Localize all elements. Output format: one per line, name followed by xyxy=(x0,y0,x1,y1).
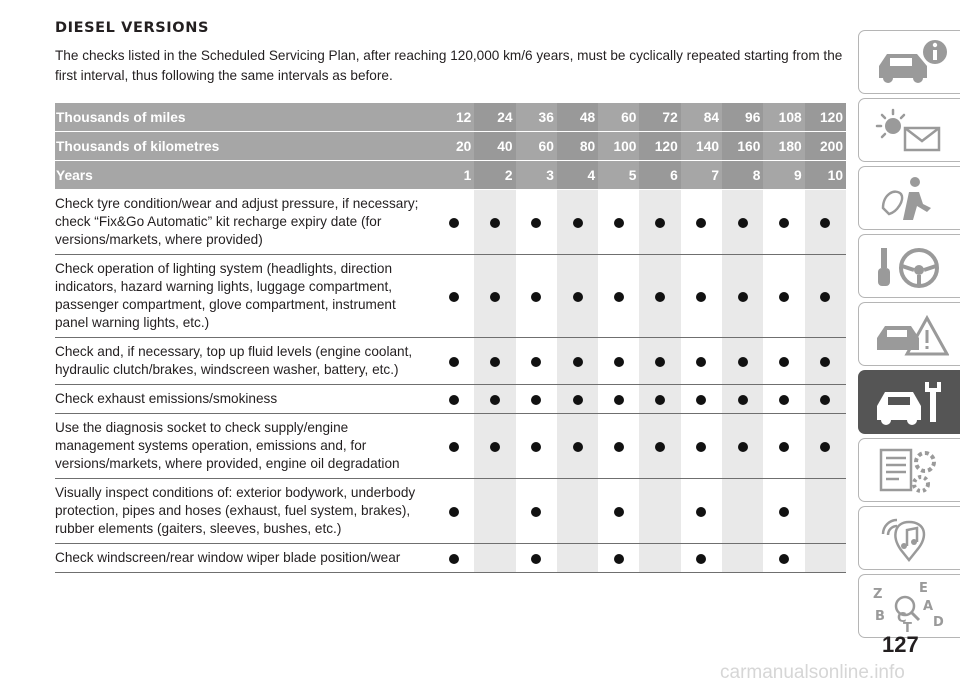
check-cell xyxy=(433,414,474,479)
interval-value: 20 xyxy=(433,132,474,161)
check-dot-icon xyxy=(779,395,789,405)
check-dot-icon xyxy=(449,442,459,452)
check-cell xyxy=(433,385,474,414)
car-warning-triangle-icon xyxy=(873,310,949,360)
interval-value: 48 xyxy=(557,103,598,132)
check-cell xyxy=(722,414,763,479)
check-cell xyxy=(763,414,804,479)
check-cell xyxy=(598,338,639,385)
interval-value: 3 xyxy=(516,161,557,190)
check-cell xyxy=(474,338,515,385)
interval-value: 2 xyxy=(474,161,515,190)
check-dot-icon xyxy=(490,357,500,367)
check-dot-icon xyxy=(449,554,459,564)
check-dot-icon xyxy=(696,395,706,405)
side-tab-4[interactable] xyxy=(858,234,960,298)
check-cell xyxy=(557,255,598,338)
check-cell xyxy=(433,255,474,338)
table-row xyxy=(55,544,846,573)
check-cell xyxy=(681,190,722,255)
check-cell xyxy=(516,385,557,414)
check-dot-icon xyxy=(573,395,583,405)
index-letter: T xyxy=(903,621,912,632)
table-row xyxy=(55,255,846,338)
check-cell xyxy=(474,255,515,338)
index-letter: C xyxy=(897,611,907,626)
check-dot-icon xyxy=(779,554,789,564)
check-dot-icon xyxy=(738,395,748,405)
interval-value: 60 xyxy=(516,132,557,161)
warning-light-message-icon xyxy=(873,106,949,156)
interval-value: 96 xyxy=(722,103,763,132)
check-cell xyxy=(681,544,722,573)
check-cell xyxy=(763,544,804,573)
interval-value: 12 xyxy=(433,103,474,132)
check-dot-icon xyxy=(614,357,624,367)
check-cell xyxy=(722,544,763,573)
check-dot-icon xyxy=(531,395,541,405)
check-dot-icon xyxy=(449,395,459,405)
check-dot-icon xyxy=(820,395,830,405)
check-cell xyxy=(474,414,515,479)
check-cell xyxy=(805,479,846,544)
check-cell xyxy=(639,544,680,573)
check-cell xyxy=(681,255,722,338)
interval-value: 200 xyxy=(805,132,846,161)
check-cell xyxy=(474,385,515,414)
check-cell xyxy=(639,255,680,338)
check-cell xyxy=(516,255,557,338)
interval-value: 5 xyxy=(598,161,639,190)
interval-header-label: Thousands of miles xyxy=(55,103,433,132)
interval-header-row xyxy=(55,161,846,190)
check-dot-icon xyxy=(614,442,624,452)
check-dot-icon xyxy=(820,292,830,302)
interval-value: 36 xyxy=(516,103,557,132)
index-letter: A xyxy=(923,599,934,614)
check-dot-icon xyxy=(820,357,830,367)
check-dot-icon xyxy=(531,507,541,517)
side-tab-8[interactable] xyxy=(858,506,960,570)
check-dot-icon xyxy=(449,507,459,517)
check-cell xyxy=(805,385,846,414)
check-dot-icon xyxy=(696,554,706,564)
check-dot-icon xyxy=(696,292,706,302)
check-dot-icon xyxy=(531,554,541,564)
check-description: Check tyre condition/wear and adjust pressure, if necessary; check “Fix&Go Automatic” kit recharge expiry date (for versions/markets, where provided) xyxy=(55,190,433,255)
interval-header-row xyxy=(55,103,846,132)
check-cell xyxy=(433,479,474,544)
interval-value: 120 xyxy=(639,132,680,161)
check-cell xyxy=(639,385,680,414)
check-dot-icon xyxy=(696,442,706,452)
check-dot-icon xyxy=(614,507,624,517)
check-dot-icon xyxy=(573,292,583,302)
table-row xyxy=(55,479,846,544)
check-cell xyxy=(557,190,598,255)
check-cell xyxy=(516,338,557,385)
check-cell xyxy=(763,479,804,544)
check-dot-icon xyxy=(696,218,706,228)
check-cell xyxy=(639,190,680,255)
check-dot-icon xyxy=(655,395,665,405)
check-dot-icon xyxy=(779,292,789,302)
index-letter: D xyxy=(933,615,944,630)
check-cell xyxy=(474,544,515,573)
check-dot-icon xyxy=(449,292,459,302)
check-description: Check windscreen/rear window wiper blade position/wear xyxy=(55,544,433,573)
check-cell xyxy=(516,544,557,573)
check-cell xyxy=(763,190,804,255)
index-letter: B xyxy=(875,609,885,624)
interval-value: 80 xyxy=(557,132,598,161)
check-cell xyxy=(557,385,598,414)
check-dot-icon xyxy=(696,357,706,367)
interval-value: 84 xyxy=(681,103,722,132)
check-dot-icon xyxy=(738,218,748,228)
interval-value: 40 xyxy=(474,132,515,161)
check-cell xyxy=(639,414,680,479)
check-dot-icon xyxy=(655,442,665,452)
side-tab-9[interactable] xyxy=(858,574,960,638)
check-dot-icon xyxy=(449,218,459,228)
side-tab-2[interactable] xyxy=(858,98,960,162)
check-description: Check exhaust emissions/smokiness xyxy=(55,385,433,414)
interval-header-label: Years xyxy=(55,161,433,190)
car-wrench-icon xyxy=(873,378,949,428)
interval-header-label: Thousands of kilometres xyxy=(55,132,433,161)
check-cell xyxy=(681,414,722,479)
intro-paragraph: The checks listed in the Scheduled Servicing Plan, after reaching 120,000 km/6 years, must be cyclically repeated starting from the first interval, thus following the same intervals as before. xyxy=(55,48,843,83)
check-dot-icon xyxy=(490,395,500,405)
check-cell xyxy=(805,414,846,479)
check-description: Visually inspect conditions of: exterior bodywork, underbody protection, pipes and hoses (exhaust, fuel system, brakes), rubber elements (gaiters, sleeves, bushes, etc.) xyxy=(55,479,433,544)
check-cell xyxy=(722,479,763,544)
check-dot-icon xyxy=(531,292,541,302)
check-cell xyxy=(681,479,722,544)
side-tab-1[interactable] xyxy=(858,30,960,94)
check-dot-icon xyxy=(531,218,541,228)
section-title: DIESEL VERSIONS xyxy=(55,20,210,36)
check-cell xyxy=(763,338,804,385)
check-dot-icon xyxy=(614,292,624,302)
check-cell xyxy=(722,338,763,385)
check-cell xyxy=(805,255,846,338)
table-row xyxy=(55,414,846,479)
check-dot-icon xyxy=(490,218,500,228)
table-row xyxy=(55,338,846,385)
check-dot-icon xyxy=(614,554,624,564)
airbag-passenger-icon xyxy=(873,174,949,224)
check-dot-icon xyxy=(655,218,665,228)
check-cell xyxy=(598,544,639,573)
check-dot-icon xyxy=(573,218,583,228)
check-cell xyxy=(598,414,639,479)
interval-value: 108 xyxy=(763,103,804,132)
interval-value: 1 xyxy=(433,161,474,190)
check-dot-icon xyxy=(779,357,789,367)
interval-value: 9 xyxy=(763,161,804,190)
check-dot-icon xyxy=(614,395,624,405)
check-cell xyxy=(722,255,763,338)
check-cell xyxy=(598,385,639,414)
check-dot-icon xyxy=(779,507,789,517)
check-description: Check and, if necessary, top up fluid levels (engine coolant, hydraulic clutch/brakes, windscreen washer, battery, etc.) xyxy=(55,338,433,385)
interval-value: 8 xyxy=(722,161,763,190)
check-dot-icon xyxy=(531,357,541,367)
check-cell xyxy=(474,479,515,544)
side-tab-6[interactable] xyxy=(858,370,960,434)
table-row xyxy=(55,385,846,414)
check-dot-icon xyxy=(738,292,748,302)
interval-value: 120 xyxy=(805,103,846,132)
check-dot-icon xyxy=(820,218,830,228)
check-description: Use the diagnosis socket to check supply/engine management systems operation, emissions and, for versions/markets, where provided, engine oil degradation xyxy=(55,414,433,479)
check-cell xyxy=(805,338,846,385)
check-cell xyxy=(433,544,474,573)
table-row xyxy=(55,190,846,255)
interval-value: 7 xyxy=(681,161,722,190)
check-dot-icon xyxy=(573,442,583,452)
check-cell xyxy=(763,385,804,414)
check-dot-icon xyxy=(738,357,748,367)
check-cell xyxy=(433,190,474,255)
side-tab-3[interactable] xyxy=(858,166,960,230)
interval-value: 10 xyxy=(805,161,846,190)
index-letter: Z xyxy=(873,587,883,602)
index-letter: E xyxy=(919,582,928,596)
check-dot-icon xyxy=(655,357,665,367)
check-dot-icon xyxy=(779,218,789,228)
multimedia-music-icon xyxy=(873,514,949,564)
data-sheet-gears-icon xyxy=(873,446,949,496)
page-number: 127 xyxy=(882,632,919,657)
check-cell xyxy=(474,190,515,255)
check-cell xyxy=(557,338,598,385)
car-info-icon xyxy=(873,38,949,88)
check-cell xyxy=(516,190,557,255)
interval-value: 24 xyxy=(474,103,515,132)
check-dot-icon xyxy=(779,442,789,452)
check-cell xyxy=(805,544,846,573)
check-cell xyxy=(516,414,557,479)
check-dot-icon xyxy=(490,442,500,452)
check-description: Check operation of lighting system (headlights, direction indicators, hazard warning lights, luggage compartment, passenger compartment, glove compartment, instrument panel warning lights, etc.) xyxy=(55,255,433,338)
check-dot-icon xyxy=(738,442,748,452)
side-tab-5[interactable] xyxy=(858,302,960,366)
check-cell xyxy=(598,190,639,255)
check-cell xyxy=(639,479,680,544)
check-cell xyxy=(557,414,598,479)
check-dot-icon xyxy=(655,292,665,302)
check-cell xyxy=(681,338,722,385)
check-cell xyxy=(722,190,763,255)
check-cell xyxy=(598,479,639,544)
check-dot-icon xyxy=(820,442,830,452)
check-cell xyxy=(557,544,598,573)
interval-value: 60 xyxy=(598,103,639,132)
check-dot-icon xyxy=(614,218,624,228)
service-plan-table xyxy=(55,103,846,573)
interval-header-row xyxy=(55,132,846,161)
check-cell xyxy=(557,479,598,544)
check-dot-icon xyxy=(490,292,500,302)
interval-value: 140 xyxy=(681,132,722,161)
watermark: carmanualsonline.info xyxy=(720,662,905,683)
interval-value: 72 xyxy=(639,103,680,132)
check-cell xyxy=(763,255,804,338)
check-cell xyxy=(722,385,763,414)
side-tab-7[interactable] xyxy=(858,438,960,502)
key-steering-wheel-icon xyxy=(873,242,949,292)
check-dot-icon xyxy=(531,442,541,452)
interval-value: 160 xyxy=(722,132,763,161)
check-dot-icon xyxy=(696,507,706,517)
check-dot-icon xyxy=(573,357,583,367)
check-cell xyxy=(433,338,474,385)
check-cell xyxy=(681,385,722,414)
interval-value: 100 xyxy=(598,132,639,161)
check-dot-icon xyxy=(449,357,459,367)
interval-value: 180 xyxy=(763,132,804,161)
check-cell xyxy=(598,255,639,338)
alphabetical-index-icon xyxy=(873,582,949,632)
check-cell xyxy=(805,190,846,255)
interval-value: 6 xyxy=(639,161,680,190)
interval-value: 4 xyxy=(557,161,598,190)
check-cell xyxy=(516,479,557,544)
check-cell xyxy=(639,338,680,385)
